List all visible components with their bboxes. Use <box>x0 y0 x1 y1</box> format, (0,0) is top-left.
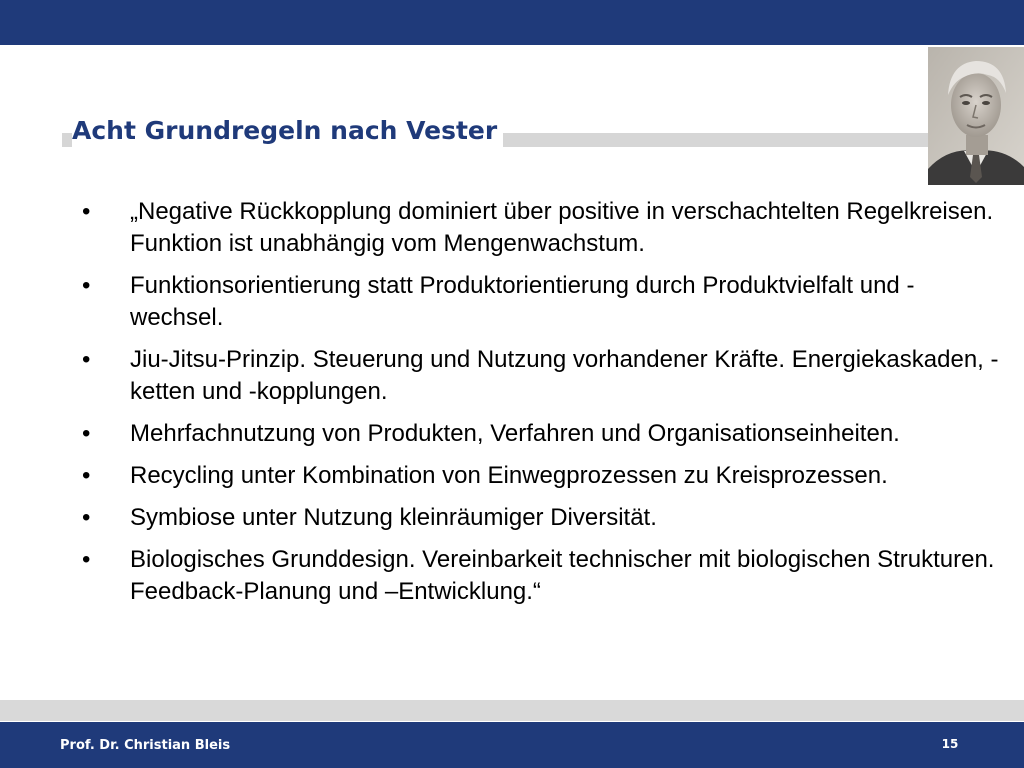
bullet-item-3 <box>0 344 1000 408</box>
bullet-marker: • <box>82 462 91 489</box>
header-bar <box>0 0 1024 45</box>
bullet-item-7 <box>0 544 1000 608</box>
page-number: 15 <box>941 737 959 751</box>
bullet-marker: • <box>82 546 91 573</box>
bullet-item-1 <box>0 196 1000 260</box>
bullet-item-2 <box>0 270 1000 334</box>
bullet-item-4 <box>0 418 1000 450</box>
bullet-text: Jiu-Jitsu-Prinzip. Steuerung und Nutzung vorhandener Kräfte. Energiekaskaden, -ketten und -kopplungen. <box>130 346 999 405</box>
bullet-text: Mehrfachnutzung von Produkten, Verfahren und Organisationseinheiten. <box>130 420 900 447</box>
bullet-marker: • <box>82 198 91 225</box>
bullet-marker: • <box>82 346 91 373</box>
bullet-item-6 <box>0 502 1000 534</box>
bullet-marker: • <box>82 272 91 299</box>
bullet-text: Recycling unter Kombination von Einwegprozessen zu Kreisprozessen. <box>130 462 888 489</box>
footer-stripe <box>0 700 1024 721</box>
portrait-photo <box>928 47 1024 185</box>
slide-title: Acht Grundregeln nach Vester <box>72 114 503 148</box>
bullet-text: Funktionsorientierung statt Produktorientierung durch Produktvielfalt und -wechsel. <box>130 272 915 331</box>
bullet-text: Symbiose unter Nutzung kleinräumiger Diversität. <box>130 504 657 531</box>
bullet-list <box>0 196 1024 618</box>
footer-author: Prof. Dr. Christian Bleis <box>60 738 231 753</box>
bullet-marker: • <box>82 504 91 531</box>
bullet-item-5 <box>0 460 1000 492</box>
bullet-marker: • <box>82 420 91 447</box>
bullet-text: Biologisches Grunddesign. Vereinbarkeit technischer mit biologischen Strukturen. Feedback-Planung und –Entwicklung.“ <box>130 546 995 605</box>
bullet-text: „Negative Rückkopplung dominiert über positive in verschachtelten Regelkreisen. Funktion ist unabhängig vom Mengenwachstum. <box>130 198 994 257</box>
